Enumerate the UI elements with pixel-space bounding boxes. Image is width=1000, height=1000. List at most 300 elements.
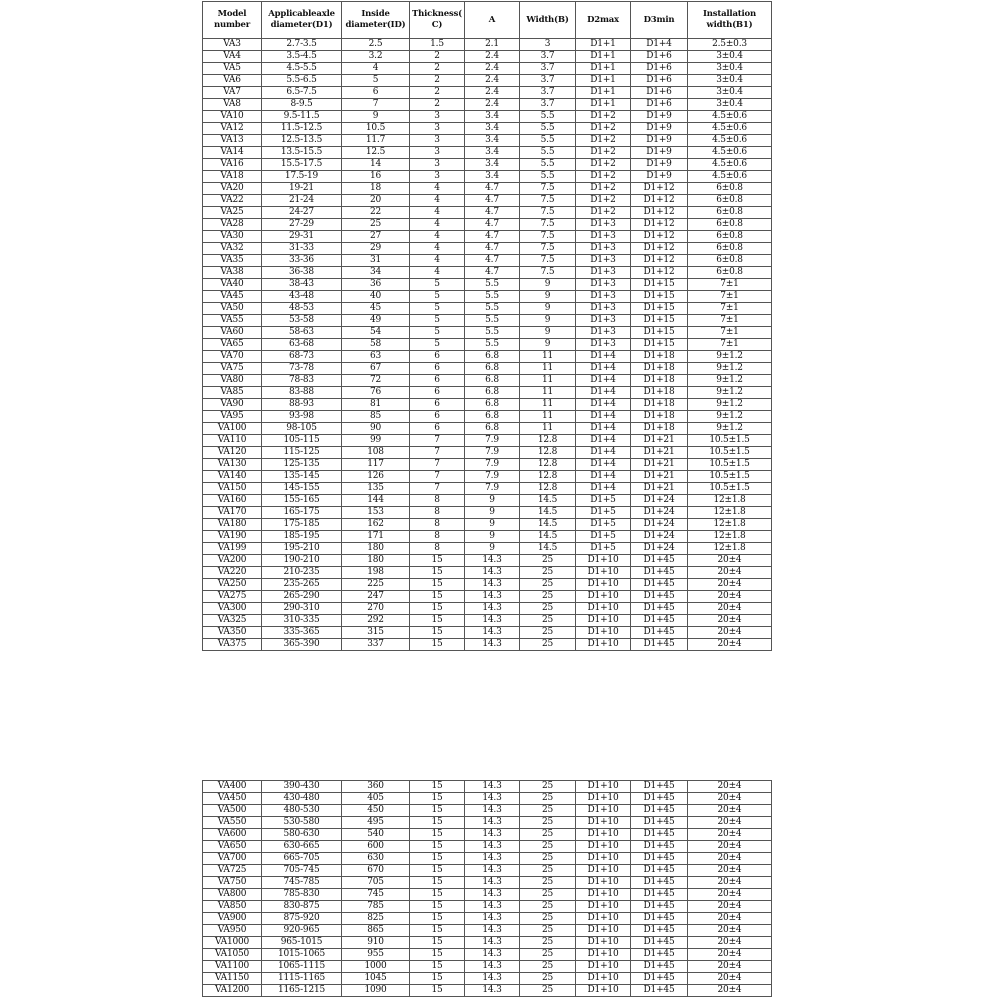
table-cell: 15	[410, 639, 465, 651]
table-cell: 58	[342, 339, 410, 351]
table-cell: 115-125	[262, 447, 342, 459]
table-cell: D1+9	[631, 135, 688, 147]
table-cell: 6	[410, 411, 465, 423]
table-cell: VA50	[203, 303, 262, 315]
table-cell: 430-480	[262, 793, 342, 805]
table-cell: 5.5-6.5	[262, 75, 342, 87]
table-cell: 7	[410, 459, 465, 471]
table-cell: 198	[342, 567, 410, 579]
table-cell: 4	[410, 183, 465, 195]
table-cell: D1+3	[576, 327, 631, 339]
table-cell: 2	[410, 51, 465, 63]
table-cell: VA120	[203, 447, 262, 459]
table-cell: D1+45	[631, 829, 688, 841]
table-cell: 135	[342, 483, 410, 495]
table-cell: 955	[342, 949, 410, 961]
table-cell: 6.8	[465, 363, 520, 375]
table-cell: 14.3	[465, 985, 520, 997]
table-cell: 7.5	[520, 219, 576, 231]
table-cell: 98-105	[262, 423, 342, 435]
table-cell: 20±4	[688, 973, 772, 985]
table-cell: 630	[342, 853, 410, 865]
table-cell: 25	[520, 793, 576, 805]
table-cell: 8	[410, 495, 465, 507]
table-row	[203, 387, 772, 399]
table-cell: VA55	[203, 315, 262, 327]
table-cell: D1+45	[631, 567, 688, 579]
table-cell: 12±1.8	[688, 519, 772, 531]
table-cell: 165-175	[262, 507, 342, 519]
header-installation-width: Installation width(B1)	[688, 2, 772, 39]
table-cell: D1+45	[631, 865, 688, 877]
table-cell: VA375	[203, 639, 262, 651]
table-cell: VA350	[203, 627, 262, 639]
table-cell: 25	[520, 591, 576, 603]
table-cell: 25	[520, 925, 576, 937]
table-cell: 14	[342, 159, 410, 171]
table-cell: 25	[520, 973, 576, 985]
table-cell: VA35	[203, 255, 262, 267]
table-cell: 12.5-13.5	[262, 135, 342, 147]
table-cell: 20±4	[688, 949, 772, 961]
table-cell: 3.4	[465, 123, 520, 135]
table-row	[203, 793, 772, 805]
table-cell: D1+3	[576, 267, 631, 279]
table-cell: VA22	[203, 195, 262, 207]
table-row	[203, 159, 772, 171]
table-cell: 9±1.2	[688, 423, 772, 435]
table-cell: VA550	[203, 817, 262, 829]
table-cell: 43-48	[262, 291, 342, 303]
table-cell: 25	[520, 913, 576, 925]
table-cell: 9	[342, 111, 410, 123]
table-cell: VA1200	[203, 985, 262, 997]
table-cell: 6±0.8	[688, 183, 772, 195]
table-cell: 4.5±0.6	[688, 111, 772, 123]
table-cell: VA3	[203, 39, 262, 51]
table-cell: 14.3	[465, 913, 520, 925]
header-row	[203, 2, 772, 39]
table-cell: 4	[410, 267, 465, 279]
table-cell: 7	[342, 99, 410, 111]
table-row	[203, 411, 772, 423]
table-cell: 6±0.8	[688, 255, 772, 267]
table-cell: 10.5	[342, 123, 410, 135]
table-cell: 2	[410, 99, 465, 111]
table-cell: 33-36	[262, 255, 342, 267]
table-cell: 6	[410, 423, 465, 435]
table-cell: 14.3	[465, 937, 520, 949]
table-cell: 4.7	[465, 255, 520, 267]
table-cell: 3±0.4	[688, 99, 772, 111]
table-cell: 4.7	[465, 267, 520, 279]
table-cell: 25	[520, 555, 576, 567]
table-row	[203, 555, 772, 567]
table-row	[203, 961, 772, 973]
table-row	[203, 87, 772, 99]
table-cell: 1000	[342, 961, 410, 973]
table-cell: 20±4	[688, 829, 772, 841]
table-cell: 2	[410, 87, 465, 99]
table-cell: D1+45	[631, 889, 688, 901]
table-cell: 25	[520, 889, 576, 901]
table-cell: 2.5	[342, 39, 410, 51]
table-cell: 3.4	[465, 159, 520, 171]
table-cell: 5	[342, 75, 410, 87]
table-cell: 7±1	[688, 303, 772, 315]
table-cell: 4.5-5.5	[262, 63, 342, 75]
table-cell: 20±4	[688, 889, 772, 901]
table-cell: 5	[410, 291, 465, 303]
table-row	[203, 195, 772, 207]
table-cell: 25	[520, 603, 576, 615]
table-cell: D1+45	[631, 985, 688, 997]
table-cell: 20±4	[688, 865, 772, 877]
table-cell: 25	[520, 877, 576, 889]
table-cell: 17.5-19	[262, 171, 342, 183]
table-cell: 785-830	[262, 889, 342, 901]
table-cell: 14.3	[465, 579, 520, 591]
table-cell: 11	[520, 351, 576, 363]
table-cell: D1+10	[576, 841, 631, 853]
table-cell: 7±1	[688, 339, 772, 351]
table-cell: D1+45	[631, 591, 688, 603]
table-cell: 20±4	[688, 985, 772, 997]
table-cell: 745	[342, 889, 410, 901]
header-applicable-axle-diameter: Applicableaxle diameter(D1)	[262, 2, 342, 39]
table-cell: D1+4	[576, 375, 631, 387]
table-cell: 2.7-3.5	[262, 39, 342, 51]
table-cell: 20±4	[688, 579, 772, 591]
table-cell: 185-195	[262, 531, 342, 543]
table-cell: 3.4	[465, 171, 520, 183]
table-cell: D1+10	[576, 805, 631, 817]
table-cell: 25	[520, 579, 576, 591]
table-cell: 9	[520, 291, 576, 303]
table-row	[203, 219, 772, 231]
table-cell: D1+4	[576, 447, 631, 459]
table-row	[203, 39, 772, 51]
table-cell: VA20	[203, 183, 262, 195]
table-cell: 12.8	[520, 435, 576, 447]
table-cell: 3.7	[520, 75, 576, 87]
table-cell: 4.7	[465, 219, 520, 231]
table-cell: 4.5±0.6	[688, 135, 772, 147]
table-cell: 180	[342, 555, 410, 567]
table-cell: 705	[342, 877, 410, 889]
table-cell: 83-88	[262, 387, 342, 399]
table-row	[203, 603, 772, 615]
table-cell: 1.5	[410, 39, 465, 51]
table-cell: 27	[342, 231, 410, 243]
table-cell: 2.4	[465, 75, 520, 87]
table-cell: 78-83	[262, 375, 342, 387]
table-cell: 25	[520, 949, 576, 961]
table-cell: 11	[520, 423, 576, 435]
table-cell: D1+10	[576, 627, 631, 639]
table-row	[203, 171, 772, 183]
table-cell: 5	[410, 315, 465, 327]
table-cell: 24-27	[262, 207, 342, 219]
table-cell: 5.5	[520, 111, 576, 123]
table-cell: D1+6	[631, 51, 688, 63]
header-width: Width(B)	[520, 2, 576, 39]
table-cell: VA300	[203, 603, 262, 615]
table-cell: 36	[342, 279, 410, 291]
table-row	[203, 543, 772, 555]
table-cell: 40	[342, 291, 410, 303]
table-cell: 3	[410, 147, 465, 159]
table-row	[203, 913, 772, 925]
table-cell: D1+10	[576, 925, 631, 937]
table-cell: 9	[520, 315, 576, 327]
table-cell: VA130	[203, 459, 262, 471]
table-cell: 12±1.8	[688, 507, 772, 519]
table-cell: VA700	[203, 853, 262, 865]
table-cell: 25	[520, 937, 576, 949]
table-cell: D1+21	[631, 471, 688, 483]
table-cell: D1+45	[631, 913, 688, 925]
table-cell: 14.5	[520, 543, 576, 555]
table-row	[203, 519, 772, 531]
table-row	[203, 483, 772, 495]
table-cell: 335-365	[262, 627, 342, 639]
table-cell: 1090	[342, 985, 410, 997]
table-cell: 14.3	[465, 627, 520, 639]
table-cell: 9	[465, 519, 520, 531]
table-cell: D1+4	[576, 483, 631, 495]
table-cell: 4	[410, 243, 465, 255]
table-cell: 20±4	[688, 627, 772, 639]
table-cell: 195-210	[262, 543, 342, 555]
header-inside-diameter: Inside diameter(ID)	[342, 2, 410, 39]
table-cell: 6.8	[465, 399, 520, 411]
table-cell: D1+18	[631, 399, 688, 411]
table-cell: D1+10	[576, 603, 631, 615]
table-cell: 73-78	[262, 363, 342, 375]
table-cell: 4	[410, 195, 465, 207]
table-cell: 126	[342, 471, 410, 483]
table-cell: 20±4	[688, 817, 772, 829]
table-cell: 965-1015	[262, 937, 342, 949]
table-cell: VA250	[203, 579, 262, 591]
table-cell: 14.3	[465, 591, 520, 603]
table-cell: 22	[342, 207, 410, 219]
table-cell: 20±4	[688, 937, 772, 949]
table-cell: D1+6	[631, 63, 688, 75]
table-cell: 15	[410, 591, 465, 603]
table-cell: 3.5-4.5	[262, 51, 342, 63]
table-cell: 670	[342, 865, 410, 877]
table-cell: D1+1	[576, 99, 631, 111]
table-cell: 4.5±0.6	[688, 171, 772, 183]
table-cell: 9	[520, 339, 576, 351]
table-cell: VA150	[203, 483, 262, 495]
table-cell: 2	[410, 63, 465, 75]
table-cell: D1+10	[576, 591, 631, 603]
table-cell: D1+10	[576, 961, 631, 973]
table-cell: 6±0.8	[688, 207, 772, 219]
table-cell: 3	[520, 39, 576, 51]
table-cell: 14.3	[465, 973, 520, 985]
table-cell: 5.5	[520, 135, 576, 147]
table-cell: VA12	[203, 123, 262, 135]
table-cell: 90	[342, 423, 410, 435]
table-cell: D1+9	[631, 171, 688, 183]
table-cell: 530-580	[262, 817, 342, 829]
table-cell: 20±4	[688, 853, 772, 865]
table-row	[203, 99, 772, 111]
table-cell: D1+10	[576, 793, 631, 805]
table-cell: 4	[410, 231, 465, 243]
table-cell: VA1100	[203, 961, 262, 973]
table-cell: VA800	[203, 889, 262, 901]
table-row	[203, 291, 772, 303]
table-cell: D1+15	[631, 339, 688, 351]
table-cell: 495	[342, 817, 410, 829]
table-cell: 11	[520, 399, 576, 411]
table-row	[203, 183, 772, 195]
table-cell: D1+45	[631, 817, 688, 829]
table-cell: 11	[520, 411, 576, 423]
table-row	[203, 51, 772, 63]
table-cell: 15	[410, 793, 465, 805]
table-cell: D1+15	[631, 291, 688, 303]
table-cell: 72	[342, 375, 410, 387]
table-cell: D1+4	[576, 399, 631, 411]
table-row	[203, 399, 772, 411]
table-cell: 875-920	[262, 913, 342, 925]
table-cell: 8	[410, 531, 465, 543]
table-cell: D1+15	[631, 279, 688, 291]
table-cell: 15	[410, 555, 465, 567]
table-cell: 25	[520, 865, 576, 877]
table-row	[203, 423, 772, 435]
table-cell: D1+21	[631, 435, 688, 447]
table-cell: D1+2	[576, 183, 631, 195]
table-cell: 2.4	[465, 99, 520, 111]
table-cell: 15	[410, 949, 465, 961]
table-cell: 360	[342, 781, 410, 793]
table-cell: D1+18	[631, 411, 688, 423]
table-row	[203, 841, 772, 853]
table-cell: 580-630	[262, 829, 342, 841]
table-cell: 20±4	[688, 555, 772, 567]
table-cell: D1+45	[631, 877, 688, 889]
table-row	[203, 901, 772, 913]
table-cell: 14.5	[520, 519, 576, 531]
table-row	[203, 591, 772, 603]
table-cell: 14.3	[465, 603, 520, 615]
table-cell: D1+9	[631, 147, 688, 159]
table-cell: D1+4	[631, 39, 688, 51]
table-cell: VA110	[203, 435, 262, 447]
table-cell: D1+45	[631, 639, 688, 651]
table-row	[203, 447, 772, 459]
table-cell: 3	[410, 123, 465, 135]
table-cell: 14.5	[520, 531, 576, 543]
table-cell: D1+12	[631, 267, 688, 279]
table-cell: 14.3	[465, 841, 520, 853]
table-cell: 21-24	[262, 195, 342, 207]
table-cell: D1+10	[576, 889, 631, 901]
table-cell: D1+45	[631, 555, 688, 567]
table-cell: 145-155	[262, 483, 342, 495]
table-cell: 25	[520, 639, 576, 651]
table-cell: D1+1	[576, 51, 631, 63]
table-cell: 15	[410, 925, 465, 937]
table-row	[203, 435, 772, 447]
table-cell: VA60	[203, 327, 262, 339]
table-row	[203, 805, 772, 817]
table-cell: VA190	[203, 531, 262, 543]
table-cell: VA16	[203, 159, 262, 171]
table-cell: VA750	[203, 877, 262, 889]
table-cell: 14.3	[465, 961, 520, 973]
table-cell: 6.8	[465, 387, 520, 399]
table-cell: 2.1	[465, 39, 520, 51]
table-cell: VA90	[203, 399, 262, 411]
table-cell: 15	[410, 877, 465, 889]
table-cell: 3.4	[465, 147, 520, 159]
table-cell: 6	[410, 375, 465, 387]
table-cell: 10.5±1.5	[688, 435, 772, 447]
table-cell: D1+45	[631, 925, 688, 937]
table-cell: VA80	[203, 375, 262, 387]
table-cell: 15	[410, 615, 465, 627]
table-row	[203, 351, 772, 363]
table-row	[203, 339, 772, 351]
table-cell: 25	[520, 829, 576, 841]
table-cell: 7.9	[465, 459, 520, 471]
table-cell: VA600	[203, 829, 262, 841]
table-cell: 68-73	[262, 351, 342, 363]
table-cell: 20±4	[688, 901, 772, 913]
table-cell: D1+1	[576, 39, 631, 51]
table-cell: D1+10	[576, 949, 631, 961]
table-cell: 20±4	[688, 781, 772, 793]
table-cell: 14.3	[465, 615, 520, 627]
table-cell: 10.5±1.5	[688, 483, 772, 495]
table-cell: D1+3	[576, 291, 631, 303]
table-cell: 144	[342, 495, 410, 507]
table-cell: D1+4	[576, 471, 631, 483]
table-cell: D1+24	[631, 519, 688, 531]
table-cell: 9	[520, 279, 576, 291]
table-row	[203, 495, 772, 507]
table-cell: 12.8	[520, 483, 576, 495]
table-cell: 6±0.8	[688, 231, 772, 243]
table-cell: 7	[410, 435, 465, 447]
table-cell: 6.5-7.5	[262, 87, 342, 99]
table-cell: 9±1.2	[688, 411, 772, 423]
table-cell: 5.5	[520, 159, 576, 171]
table-cell: D1+10	[576, 901, 631, 913]
table-cell: 11	[520, 363, 576, 375]
table-cell: 5.5	[520, 123, 576, 135]
table-cell: 25	[520, 627, 576, 639]
table-cell: D1+4	[576, 363, 631, 375]
table-cell: 6	[410, 387, 465, 399]
table-cell: 14.3	[465, 877, 520, 889]
table-cell: VA85	[203, 387, 262, 399]
table-cell: D1+21	[631, 459, 688, 471]
table-cell: 25	[520, 841, 576, 853]
table-cell: 705-745	[262, 865, 342, 877]
table-cell: 7±1	[688, 327, 772, 339]
table-cell: D1+45	[631, 781, 688, 793]
table-row	[203, 853, 772, 865]
